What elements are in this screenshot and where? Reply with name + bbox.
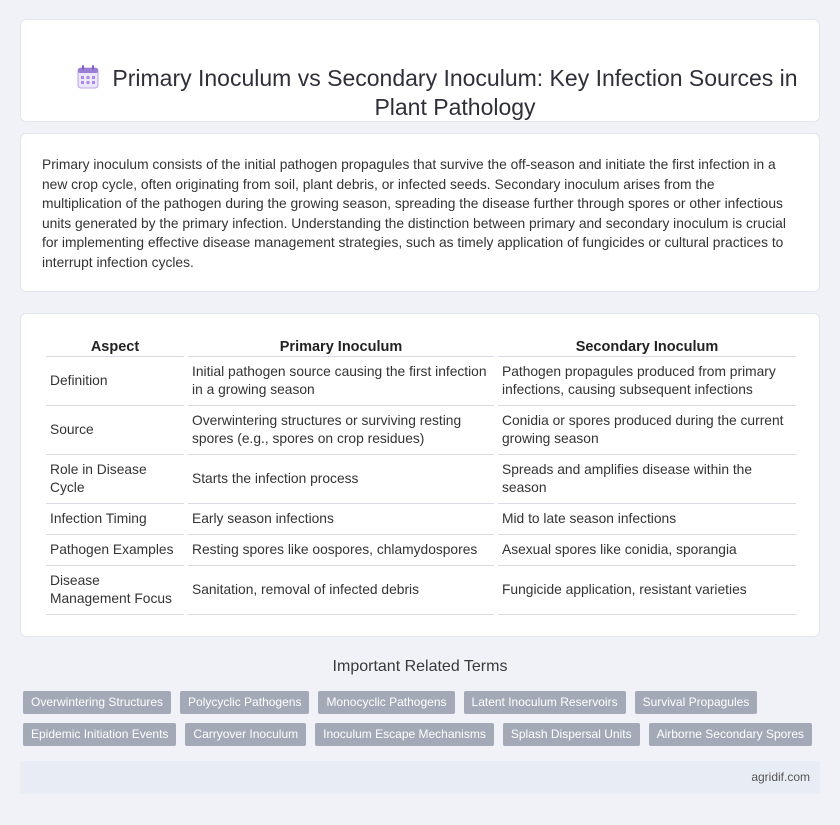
- table-row: [46, 406, 796, 455]
- header-primary: Primary Inoculum: [188, 335, 494, 357]
- row-primary: Overwintering structures or surviving resting spores (e.g., spores on crop residues): [188, 406, 494, 455]
- row-aspect: Definition: [46, 357, 184, 406]
- row-aspect: Infection Timing: [46, 504, 184, 535]
- row-secondary: Mid to late season infections: [498, 504, 796, 535]
- table-row: [46, 535, 796, 566]
- related-terms-list: [23, 691, 823, 755]
- row-primary: Starts the infection process: [188, 455, 494, 504]
- title-card: [20, 19, 820, 122]
- table-row: [46, 566, 796, 615]
- tag-row: [23, 723, 823, 746]
- related-term-tag[interactable]: Latent Inoculum Reservoirs: [464, 691, 626, 714]
- row-aspect: Role in Disease Cycle: [46, 455, 184, 504]
- table-row: [46, 357, 796, 406]
- footer-bar: [20, 761, 820, 794]
- row-secondary: Asexual spores like conidia, sporangia: [498, 535, 796, 566]
- related-term-tag[interactable]: Carryover Inoculum: [185, 723, 306, 746]
- row-secondary: Fungicide application, resistant varieties: [498, 566, 796, 615]
- related-term-tag[interactable]: Polycyclic Pathogens: [180, 691, 309, 714]
- row-secondary: Pathogen propagules produced from primary infections, causing subsequent infections: [498, 357, 796, 406]
- related-term-tag[interactable]: Monocyclic Pathogens: [318, 691, 454, 714]
- intro-card: [20, 133, 820, 292]
- row-primary: Sanitation, removal of infected debris: [188, 566, 494, 615]
- footer-site-link[interactable]: agridif.com: [751, 770, 810, 784]
- table-row: [46, 455, 796, 504]
- table-row: [46, 504, 796, 535]
- comparison-table: [42, 335, 800, 615]
- comparison-card: [20, 313, 820, 637]
- page-title: Primary Inoculum vs Secondary Inoculum: Key Infection Sources in Plant Pathology: [112, 65, 798, 120]
- row-primary: Initial pathogen source causing the first infection in a growing season: [188, 357, 494, 406]
- related-term-tag[interactable]: Overwintering Structures: [23, 691, 171, 714]
- related-term-tag[interactable]: Survival Propagules: [635, 691, 758, 714]
- related-term-tag[interactable]: Epidemic Initiation Events: [23, 723, 176, 746]
- row-aspect: Pathogen Examples: [46, 535, 184, 566]
- calendar-grid-icon: [77, 65, 99, 89]
- related-term-tag[interactable]: Splash Dispersal Units: [503, 723, 640, 746]
- intro-paragraph: Primary inoculum consists of the initial pathogen propagules that survive the off-season and initiate the first infection in a new crop cycle, often originating from soil, plant debris, or infected seeds. Secondary inoculum arises from the multiplication of the pathogen during the growing season, spreading the disease further through spores or other infectious units generated by the primary infection. Understanding the distinction between primary and secondary inoculum is crucial for implementing effective disease management strategies, such as timely application of fungicides or cultural practices to interrupt infection cycles.: [42, 157, 786, 270]
- related-terms-heading: Important Related Terms: [332, 658, 508, 675]
- row-aspect: Disease Management Focus: [46, 566, 184, 615]
- row-aspect: Source: [46, 406, 184, 455]
- related-term-tag[interactable]: Inoculum Escape Mechanisms: [315, 723, 494, 746]
- tag-row: [23, 691, 823, 714]
- header-secondary: Secondary Inoculum: [498, 335, 796, 357]
- row-secondary: Conidia or spores produced during the current growing season: [498, 406, 796, 455]
- table-header-row: [46, 335, 796, 357]
- header-aspect: Aspect: [46, 335, 184, 357]
- related-term-tag[interactable]: Airborne Secondary Spores: [649, 723, 812, 746]
- row-primary: Early season infections: [188, 504, 494, 535]
- row-secondary: Spreads and amplifies disease within the season: [498, 455, 796, 504]
- row-primary: Resting spores like oospores, chlamydospores: [188, 535, 494, 566]
